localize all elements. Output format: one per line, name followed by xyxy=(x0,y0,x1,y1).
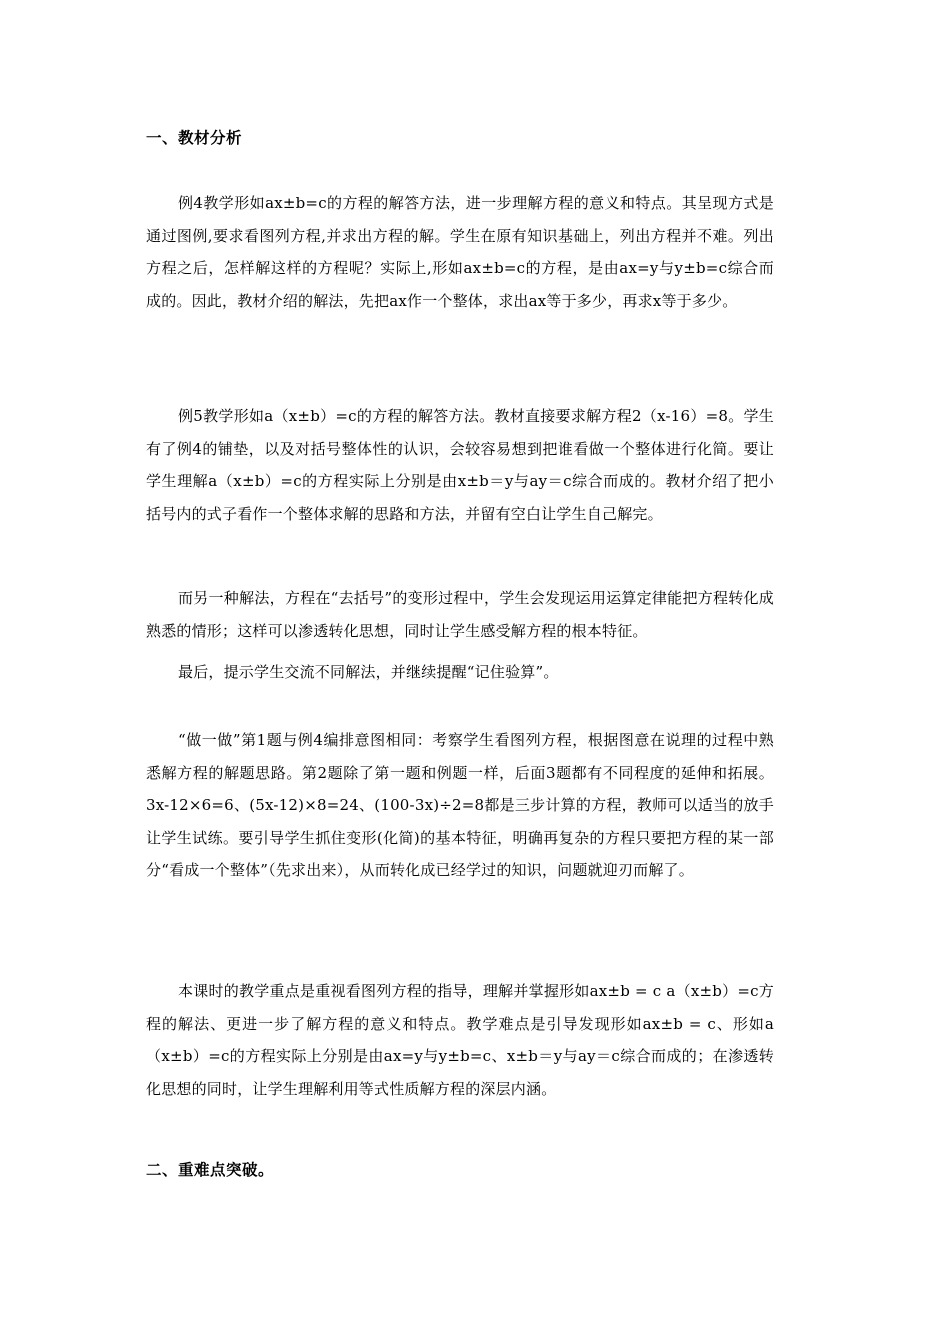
paragraph-practice: “做一做”第1题与例4编排意图相同：考察学生看图列方程，根据图意在说理的过程中熟悉解方程的解题思路。第2题除了第一题和例题一样，后面3题都有不同程度的延伸和拓展。3x-12×6=6、(5x-12)×8=24、(100-3x)÷2=8都是三步计算的方程，教师可以适当的放手让学生试练。要引导学生抓住变形(化简)的基本特征，明确再复杂的方程只要把方程的某一部分“看成一个整体”（先求出来），从而转化成已经学过的知识，问题就迎刃而解了。 xyxy=(146,731,774,880)
paragraph-summary: 最后，提示学生交流不同解法，并继续提醒“记住验算”。 xyxy=(178,663,559,681)
paragraph-key-points: 本课时的教学重点是重视看图列方程的指导，理解并掌握形如ax±b = c a（x±b）=c方程的解法、更进一步了解方程的意义和特点。教学难点是引导发现形如ax±b = c、形如a（x±b）=c的方程实际上分别是由ax=y与y±b=c、x±b＝y与ay＝c综合而成的；在渗透转化思想的同时，让学生理解利用等式性质解方程的深层内涵。 xyxy=(146,982,774,1098)
paragraph-alternative-method: 而另一种解法，方程在“去括号”的变形过程中，学生会发现运用运算定律能把方程转化成熟悉的情形；这样可以渗透转化思想，同时让学生感受解方程的根本特征。 xyxy=(146,589,774,640)
paragraph-example-4: 例4教学形如ax±b=c的方程的解答方法，进一步理解方程的意义和特点。其呈现方式是通过图例,要求看图列方程,并求出方程的解。学生在原有知识基础上，列出方程并不难。列出方程之后，怎样解这样的方程呢？实际上,形如ax±b=c的方程，是由ax=y与y±b=c综合而成的。因此，教材介绍的解法，先把ax作一个整体，求出ax等于多少，再求x等于多少。 xyxy=(146,194,774,310)
section-heading-2: 二、重难点突破。 xyxy=(146,1161,275,1179)
section-heading-1: 一、教材分析 xyxy=(146,129,243,147)
paragraph-example-5: 例5教学形如a（x±b）=c的方程的解答方法。教材直接要求解方程2（x-16）=8。学生有了例4的铺垫，以及对括号整体性的认识，会较容易想到把谁看做一个整体进行化简。要让学生理解a（x±b）=c的方程实际上分别是由x±b＝y与ay＝c综合而成的。教材介绍了把小括号内的式子看作一个整体求解的思路和方法，并留有空白让学生自己解完。 xyxy=(146,407,774,523)
